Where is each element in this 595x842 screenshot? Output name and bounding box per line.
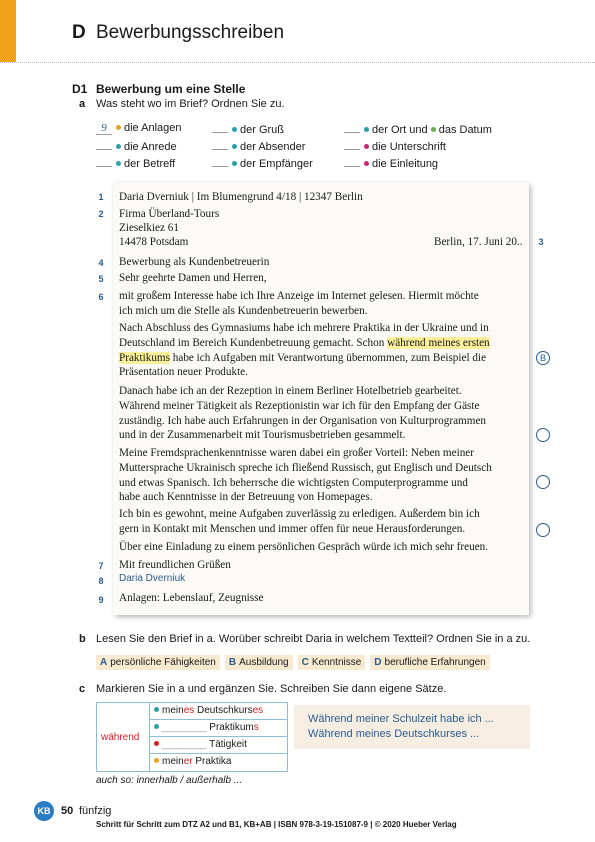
answer-field[interactable] — [212, 139, 228, 150]
category-dot-icon — [154, 758, 159, 763]
category-dot-icon — [116, 125, 121, 130]
match-item-ort-datum[interactable] — [344, 122, 492, 136]
category-dot-icon — [232, 161, 237, 166]
kb-badge: KB — [34, 801, 54, 821]
letter-date: Berlin, 17. Juni 20.. — [434, 236, 523, 248]
answer-circle-filled[interactable]: B — [536, 351, 550, 365]
line-number: 5 — [98, 274, 104, 284]
example-sentence: Während meines Deutschkurses ... — [308, 728, 480, 740]
match-label: der Gruß — [240, 124, 285, 136]
category-dot-icon — [364, 144, 369, 149]
letter-para-1: mit großem Interesse habe ich Ihre Anzeige im Internet gelesen. Hiermit möchte ich mich um die Stelle als Kundenbetreuerin bewerben. — [119, 290, 479, 317]
option-a[interactable]: A persönliche Fähigkeiten — [96, 655, 220, 670]
match-label: der Absender — [240, 141, 306, 153]
match-item-absender[interactable] — [212, 139, 305, 153]
fill-blank[interactable]: ________ — [162, 722, 207, 733]
letter-para-5: Ich bin es gewohnt, meine Aufgaben zuverlässig zu erledigen. Außerdem bin ich gern in Kontakt mit Menschen und immer offen für neue Herausforderungen. — [119, 508, 480, 535]
line-number: 4 — [98, 258, 104, 268]
option-d[interactable]: D berufliche Erfahrungen — [370, 655, 489, 670]
example-sentences-box — [294, 705, 530, 749]
grammar-table — [96, 702, 288, 772]
option-b[interactable]: B Ausbildung — [225, 655, 293, 670]
match-item-unterschrift[interactable] — [344, 139, 446, 153]
task-a-instruction: Was steht wo im Brief? Ordnen Sie zu. — [96, 98, 285, 110]
letter-para-2: Nach Abschluss des Gymnasiums habe ich mehrere Praktika in der Ukraine und in Deutschland im Bereich Kundenbetreuung gemacht. Schon während meines ersten Praktikums habe ich Aufgaben mit Verantwortung übernommen, zum Beispiel die Präsentation neuer Produkte. — [119, 322, 490, 379]
answer-circle[interactable] — [536, 428, 550, 442]
fill-blank[interactable]: ________ — [162, 739, 207, 750]
category-dot-icon — [431, 127, 436, 132]
section-title: Bewerbung um eine Stelle — [96, 82, 246, 96]
letter-recipient-line: 14478 Potsdam — [119, 236, 189, 248]
category-dot-icon — [364, 161, 369, 166]
answer-field[interactable] — [96, 139, 112, 150]
match-item-anrede[interactable] — [96, 139, 177, 153]
preposition-label: während — [101, 732, 140, 743]
chapter-title: Bewerbungsschreiben — [96, 22, 285, 43]
match-label: der Betreff — [124, 158, 176, 170]
example-sentence: Während meiner Schulzeit habe ich ... — [308, 713, 494, 725]
imprint: Schritt für Schritt zum DTZ A2 und B1, KB+AB | ISBN 978-3-19-151087-9 | © 2020 Hueber Verlag — [96, 820, 457, 829]
answer-circle[interactable] — [536, 475, 550, 489]
grammar-row: meiner Praktika — [150, 754, 287, 770]
section-number: D1 — [72, 82, 88, 96]
line-number: 2 — [98, 209, 104, 219]
task-c-instruction: Markieren Sie in a und ergänzen Sie. Schreiben Sie dann eigene Sätze. — [96, 683, 447, 695]
match-item-einleitung[interactable] — [344, 156, 438, 170]
page-number: 50 — [61, 805, 74, 817]
header-divider — [0, 62, 595, 63]
letter-attachments: Anlagen: Lebenslauf, Zeugnisse — [119, 592, 264, 604]
letter-salutation: Sehr geehrte Damen und Herren, — [119, 272, 267, 284]
letter-signature: Daria Dverniuk — [119, 573, 186, 584]
category-dot-icon — [154, 741, 159, 746]
match-label: die Einleitung — [372, 158, 439, 170]
grammar-row[interactable]: ________ Tätigkeit — [150, 737, 287, 754]
match-label: das Datum — [438, 124, 492, 136]
match-item-gruss[interactable] — [212, 122, 284, 136]
line-number: 7 — [98, 561, 104, 571]
grammar-row[interactable]: ________ Praktikums — [150, 720, 287, 737]
letter-closing: Mit freundlichen Grüßen — [119, 559, 231, 571]
task-c-letter: c — [79, 683, 86, 695]
chapter-tab — [0, 0, 16, 62]
category-dot-icon — [154, 707, 159, 712]
grammar-row: meines Deutschkurses — [150, 703, 287, 720]
match-item-anlagen[interactable] — [96, 122, 182, 135]
task-b-letter: b — [79, 633, 86, 645]
line-number: 1 — [98, 192, 104, 202]
task-a-letter: a — [79, 98, 86, 110]
category-dot-icon — [232, 144, 237, 149]
also-note: auch so: innerhalb / außerhalb ... — [96, 775, 243, 786]
letter-recipient-line: Zieselkiez 61 — [119, 222, 179, 234]
letter-para-6: Über eine Einladung zu einem persönlichen Gespräch würde ich mich sehr freuen. — [119, 541, 489, 553]
chapter-letter: D — [72, 22, 86, 43]
answer-field[interactable] — [212, 156, 228, 167]
match-label: die Anlagen — [124, 122, 182, 134]
match-item-empfaenger[interactable] — [212, 156, 313, 170]
grammar-table-head — [97, 703, 150, 771]
category-options — [96, 655, 490, 670]
page-word: fünfzig — [79, 805, 112, 817]
answer-field[interactable]: 9 — [96, 122, 112, 135]
letter-sender: Daria Dverniuk | Im Blumengrund 4/18 | 12347 Berlin — [119, 191, 363, 203]
option-c[interactable]: C Kenntnisse — [298, 655, 366, 670]
category-dot-icon — [154, 724, 159, 729]
match-item-betreff[interactable] — [96, 156, 175, 170]
letter-subject: Bewerbung als Kundenbetreuerin — [119, 256, 270, 268]
line-number: 3 — [538, 237, 544, 247]
match-label: der Empfänger — [240, 158, 313, 170]
line-number: 8 — [98, 576, 104, 586]
answer-field[interactable] — [344, 156, 360, 167]
letter-para-4: Meine Fremdsprachenkenntnisse waren dabei ein großer Vorteil: Neben meiner Muttersprache Ukrainisch spreche ich fließend Russisch, gut Englisch und Deutsch und etwas Spanisch. Ich beherrsche die wichtigsten Computerprogramme und habe auch Kenntnisse in der Betreuung von Homepages. — [119, 447, 492, 504]
highlighted-phrase[interactable]: Praktikums — [119, 351, 170, 364]
category-dot-icon — [116, 161, 121, 166]
task-b-instruction: Lesen Sie den Brief in a. Worüber schreibt Daria in welchem Textteil? Ordnen Sie in a zu. — [96, 633, 531, 645]
answer-field[interactable] — [96, 156, 112, 167]
match-label: die Anrede — [124, 141, 177, 153]
answer-field[interactable] — [344, 139, 360, 150]
category-dot-icon — [232, 127, 237, 132]
line-number: 6 — [98, 292, 104, 302]
letter-para-3: Danach habe ich an der Rezeption in einem Berliner Hotelbetrieb gearbeitet. Während meiner Tätigkeit als Rezeptionistin war ich für den Empfang der Gäste zuständig. Ich habe auch Erfahrungen in der Organisation von Kulturprogrammen und in der Zusammenarbeit mit Tourismusbetrieben gesammelt. — [119, 385, 487, 442]
letter-recipient-line: Firma Überland-Tours — [119, 208, 220, 220]
answer-field[interactable] — [344, 122, 360, 133]
category-dot-icon — [116, 144, 121, 149]
highlighted-phrase[interactable]: während meines ersten — [387, 336, 490, 349]
category-dot-icon — [364, 127, 369, 132]
match-label: der Ort und — [372, 124, 428, 136]
line-number: 9 — [98, 595, 104, 605]
match-label: die Unterschrift — [372, 141, 446, 153]
answer-field[interactable] — [212, 122, 228, 133]
answer-circle[interactable] — [536, 523, 550, 537]
